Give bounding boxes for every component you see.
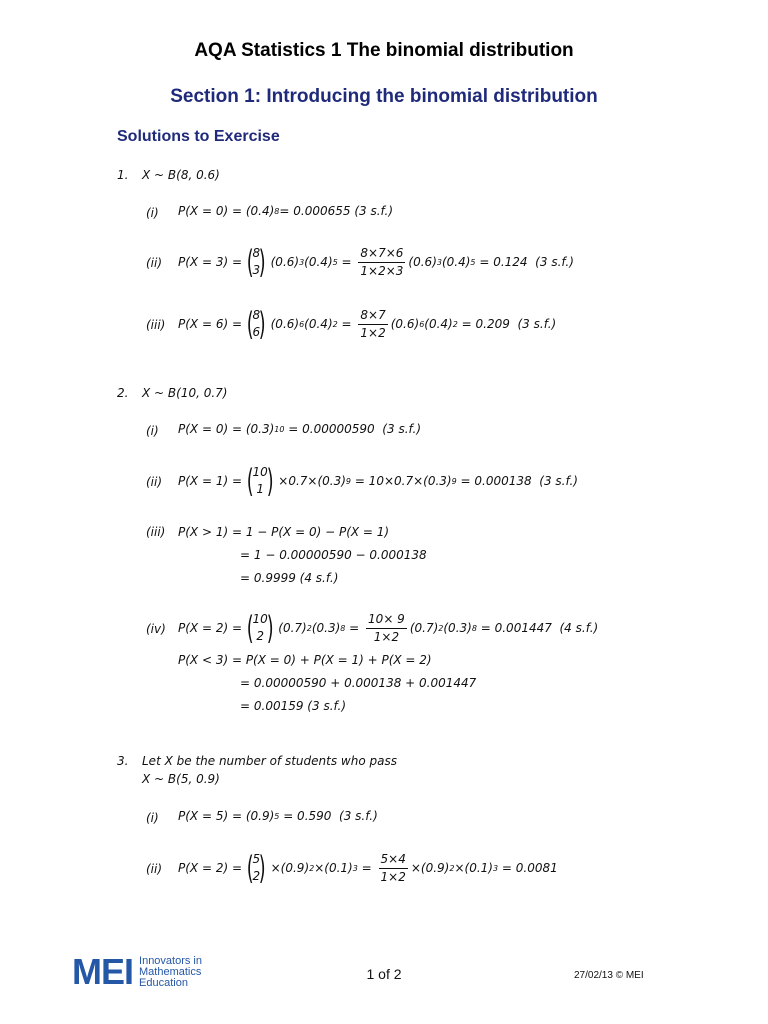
q2-iv-label: (iv)	[146, 622, 166, 636]
power: 10	[274, 424, 285, 434]
q2-i-lhs: P(X = 0) = (0.3)	[178, 422, 275, 436]
power: 2	[306, 623, 312, 633]
term: ×(0.1)	[314, 861, 353, 875]
power: 2	[449, 863, 455, 873]
q1-iii-equation	[178, 304, 556, 344]
binom-top: 10	[252, 465, 268, 479]
q2-iii-line2: = 1 − 0.00000590 − 0.000138	[240, 548, 427, 562]
binom-bottom: 2	[252, 869, 261, 883]
q1-ii-equation	[178, 242, 574, 282]
q1-iii-lhs: P(X = 6) =	[178, 317, 243, 331]
footer-date: 27/02/13 © MEI	[574, 970, 644, 981]
q1-i-lhs: P(X = 0) = (0.4)	[178, 204, 275, 218]
q1-i-power: 8	[274, 206, 280, 216]
result: = 0.000138 (3 s.f.)	[456, 474, 578, 488]
solutions-heading: Solutions to Exercise	[117, 128, 280, 145]
term: ×(0.9)	[410, 861, 450, 875]
equals: =	[345, 621, 364, 635]
result: = 0.124 (3 s.f.)	[475, 255, 574, 269]
q2-iv-binomial: ( 10 2 )	[246, 609, 274, 647]
power: 9	[345, 476, 351, 486]
term: ×(0.9)	[270, 861, 310, 875]
binom-bottom: 3	[252, 263, 261, 277]
term: (0.6)	[270, 255, 300, 269]
section-title: Section 1: Introducing the binomial distribution	[170, 86, 598, 107]
q3-ii-binomial: ( 5 2 )	[246, 849, 266, 887]
q3-distribution: X ~ B(5, 0.9)	[142, 772, 220, 786]
q3-ii-fraction	[379, 852, 408, 885]
q1-ii-label: (ii)	[146, 256, 163, 270]
term: (0.6)	[408, 255, 437, 269]
q3-ii-label: (ii)	[146, 862, 163, 876]
tagline-line3: Education	[139, 976, 188, 989]
q2-ii-lhs: P(X = 1) =	[178, 474, 243, 488]
numerator: 8×7×6	[358, 246, 405, 263]
power: 5	[470, 257, 476, 267]
power: 3	[299, 257, 305, 267]
denominator: 1×2	[380, 869, 406, 884]
tagline-line1: Innovators in	[139, 954, 202, 967]
binom-bottom: 6	[252, 325, 261, 339]
term: (0.4)	[304, 255, 333, 269]
q2-iv-lhs: P(X = 2) =	[178, 621, 243, 635]
equals: =	[337, 317, 356, 331]
term: (0.4)	[441, 255, 471, 269]
term: = 10×0.7×(0.3)	[351, 474, 452, 488]
power: 3	[492, 863, 499, 873]
q1-i-label: (i)	[146, 206, 159, 220]
q2-iv-line2: P(X < 3) = P(X = 0) + P(X = 1) + P(X = 2)	[178, 653, 432, 667]
q2-iv-fraction	[366, 612, 407, 645]
q3-intro: Let X be the number of students who pass	[142, 754, 397, 768]
power: 3	[436, 257, 442, 267]
q2-number: 2.	[117, 386, 129, 400]
q1-i-equation	[178, 204, 393, 218]
equals: =	[357, 861, 376, 875]
term: ×(0.1)	[454, 861, 493, 875]
tagline-line2: Mathematics	[139, 965, 202, 978]
binom-top: 8	[252, 308, 261, 322]
q1-ii-fraction	[358, 246, 405, 279]
numerator: 8×7	[358, 308, 387, 325]
q2-iii-line3: = 0.9999 (4 s.f.)	[240, 571, 339, 585]
q2-i-label: (i)	[146, 424, 159, 438]
power: 8	[471, 623, 477, 633]
binom-top: 8	[252, 246, 261, 260]
result: = 0.001447 (4 s.f.)	[476, 621, 599, 635]
term: (0.6)	[390, 317, 420, 331]
q2-iii-label: (iii)	[146, 525, 166, 539]
term: (0.4)	[304, 317, 333, 331]
equals: =	[337, 255, 356, 269]
document-title: AQA Statistics 1 The binomial distribution	[194, 40, 574, 61]
q2-ii-label: (ii)	[146, 475, 163, 489]
result: = 0.209 (3 s.f.)	[457, 317, 557, 331]
q1-iii-label: (iii)	[146, 318, 166, 332]
result: = 0.0081	[498, 861, 558, 875]
q3-i-result: = 0.590 (3 s.f.)	[279, 809, 378, 823]
power: 6	[299, 319, 305, 329]
term: (0.7)	[278, 621, 307, 635]
power: 2	[452, 319, 458, 329]
power: 5	[332, 257, 338, 267]
binom-top: 5	[252, 852, 261, 866]
q3-i-label: (i)	[146, 811, 159, 825]
q2-ii-binomial: ( 10 1 )	[246, 462, 274, 500]
numerator: 5×4	[379, 852, 408, 869]
power: 5	[274, 811, 280, 821]
denominator: 1×2×3	[360, 263, 404, 278]
q3-ii-equation	[178, 848, 558, 888]
denominator: 1×2	[373, 629, 400, 644]
term: ×0.7×(0.3)	[278, 474, 346, 488]
binom-bottom: 1	[256, 482, 264, 496]
q2-iii-line1: P(X > 1) = 1 − P(X = 0) − P(X = 1)	[178, 525, 390, 539]
q2-i-result: = 0.00000590 (3 s.f.)	[284, 422, 422, 436]
q2-ii-equation	[178, 461, 578, 501]
q2-iv-line4: = 0.00159 (3 s.f.)	[240, 699, 347, 713]
q3-number: 3.	[117, 754, 129, 768]
term: (0.3)	[311, 621, 341, 635]
q1-ii-binomial: ( 8 3 )	[246, 243, 266, 281]
q1-iii-fraction	[358, 308, 387, 341]
denominator: 1×2	[360, 325, 386, 340]
binom-bottom: 2	[256, 629, 264, 643]
q2-distribution: X ~ B(10, 0.7)	[142, 386, 228, 400]
power: 2	[332, 319, 338, 329]
q1-number: 1.	[117, 168, 129, 182]
term: (0.6)	[270, 317, 300, 331]
q1-iii-binomial: ( 8 6 )	[246, 305, 266, 343]
q2-iv-equation	[178, 608, 598, 648]
q3-ii-lhs: P(X = 2) =	[178, 861, 243, 875]
q1-distribution: X ~ B(8, 0.6)	[142, 168, 220, 182]
power: 9	[451, 476, 457, 486]
power: 2	[438, 623, 444, 633]
q1-i-result: = 0.000655 (3 s.f.)	[279, 204, 394, 218]
power: 3	[352, 863, 358, 873]
term: (0.3)	[443, 621, 472, 635]
term: (0.7)	[409, 621, 439, 635]
power: 2	[309, 863, 315, 873]
numerator: 10× 9	[366, 612, 407, 629]
power: 6	[419, 319, 425, 329]
binom-top: 10	[252, 612, 268, 626]
q2-iv-line3: = 0.00000590 + 0.000138 + 0.001447	[240, 676, 477, 690]
mei-logo-mark: MEI	[72, 951, 134, 992]
power: 8	[340, 623, 346, 633]
term: (0.4)	[424, 317, 453, 331]
page-number: 1 of 2	[366, 966, 402, 982]
q1-ii-lhs: P(X = 3) =	[178, 255, 243, 269]
q3-i-lhs: P(X = 5) = (0.9)	[178, 809, 275, 823]
q2-i-equation	[178, 422, 421, 436]
q3-i-equation	[178, 809, 378, 823]
